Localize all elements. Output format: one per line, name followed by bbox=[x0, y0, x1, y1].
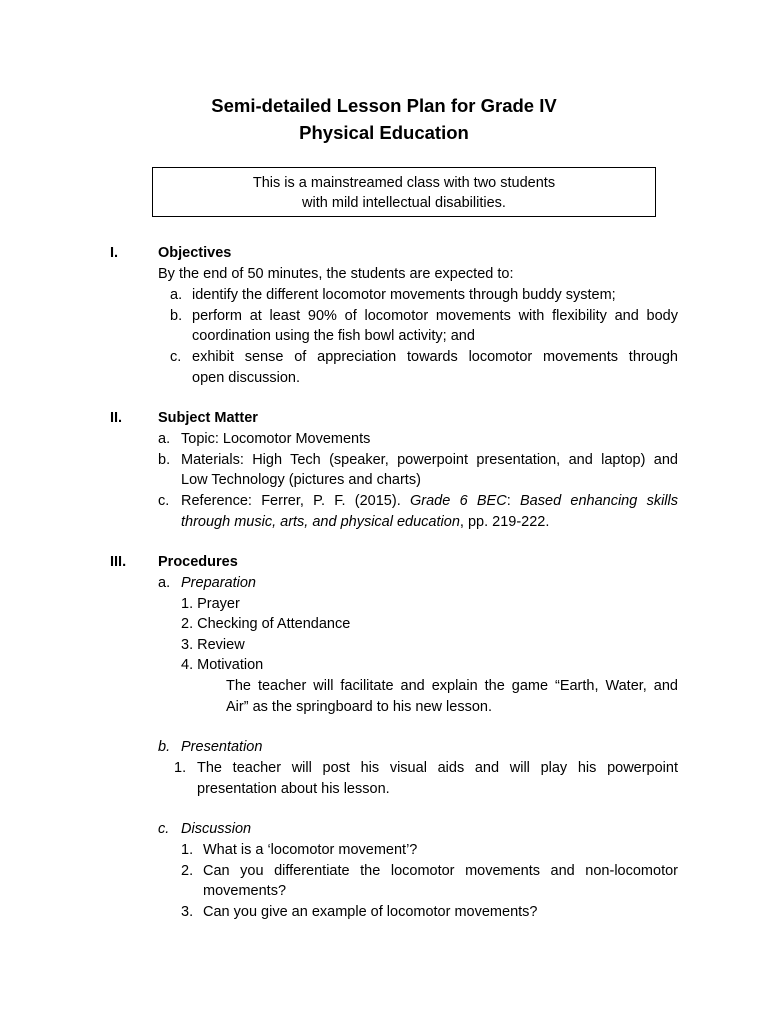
class-note-box bbox=[152, 167, 656, 217]
objective-b-line-1 bbox=[192, 306, 678, 326]
class-note-line-2: with mild intellectual disabilities. bbox=[302, 195, 506, 211]
discussion-q1: What is a ‘locomotor movement’? bbox=[203, 842, 418, 858]
discussion-q2-marker: 2. bbox=[181, 863, 194, 879]
reference-suffix: , pp. 219-222. bbox=[459, 514, 550, 530]
subject-a-marker: a. bbox=[158, 431, 171, 447]
preparation-step-1: 1. Prayer bbox=[181, 596, 240, 612]
subject-materials-line-1 bbox=[181, 450, 678, 470]
section-1-heading: Objectives bbox=[158, 245, 232, 261]
procedure-discussion-label: Discussion bbox=[181, 821, 252, 837]
discussion-q3: Can you give an example of locomotor movements? bbox=[203, 904, 538, 920]
reference-line-1-wrap bbox=[181, 491, 678, 511]
objective-c-line-2: open discussion. bbox=[192, 370, 301, 386]
subject-reference-line-1 bbox=[181, 491, 678, 511]
motivation-line-2: Air” as the springboard to his new lesson. bbox=[226, 699, 492, 715]
objective-b-marker: b. bbox=[170, 308, 183, 324]
subject-topic: Topic: Locomotor Movements bbox=[181, 431, 371, 447]
procedure-a-marker: a. bbox=[158, 575, 171, 591]
reference-book-title-c: through music, arts, and physical education bbox=[181, 514, 460, 530]
document-subtitle: Physical Education bbox=[299, 122, 469, 143]
objective-b-line-1-text: perform at least 90% of locomotor movements with flexibility and body bbox=[192, 308, 678, 324]
preparation-step-4: 4. Motivation bbox=[181, 657, 264, 673]
subject-c-marker: c. bbox=[158, 493, 170, 509]
objectives-intro: By the end of 50 minutes, the students are expected to: bbox=[158, 266, 514, 282]
presentation-line-1-text: The teacher will post his visual aids and will play his powerpoint bbox=[197, 760, 678, 776]
discussion-q3-marker: 3. bbox=[181, 904, 194, 920]
procedure-c-marker: c. bbox=[158, 821, 170, 837]
reference-book-title-b: Based enhancing skills bbox=[520, 493, 678, 509]
procedure-presentation-label: Presentation bbox=[181, 739, 263, 755]
motivation-line-1 bbox=[226, 676, 678, 696]
procedure-preparation-label: Preparation bbox=[181, 575, 256, 591]
discussion-q1-marker: 1. bbox=[181, 842, 194, 858]
objective-a-text: identify the different locomotor movements through buddy system; bbox=[192, 287, 616, 303]
section-1-numeral: I. bbox=[110, 245, 119, 261]
objective-c-line-1 bbox=[192, 347, 678, 367]
objective-b-line-2: coordination using the fish bowl activity; and bbox=[192, 328, 475, 344]
preparation-step-3: 3. Review bbox=[181, 637, 245, 653]
class-note-line-1: This is a mainstreamed class with two students bbox=[252, 175, 556, 191]
subject-materials-line-2: Low Technology (pictures and charts) bbox=[181, 472, 421, 488]
subject-reference-line-2 bbox=[181, 512, 549, 532]
reference-colon: : bbox=[506, 493, 511, 509]
objective-c-line-1-text: exhibit sense of appreciation towards locomotor movements through bbox=[192, 349, 678, 365]
section-2-heading: Subject Matter bbox=[158, 410, 258, 426]
section-2-numeral: II. bbox=[110, 410, 123, 426]
discussion-q2-line-1 bbox=[203, 861, 678, 881]
section-3-heading: Procedures bbox=[158, 554, 238, 570]
presentation-line-2: presentation about his lesson. bbox=[197, 781, 390, 797]
document-title: Semi-detailed Lesson Plan for Grade IV bbox=[211, 95, 557, 116]
presentation-line-1 bbox=[197, 758, 678, 778]
preparation-step-2: 2. Checking of Attendance bbox=[181, 616, 351, 632]
presentation-item-marker: 1. bbox=[174, 760, 187, 776]
subject-b-marker: b. bbox=[158, 452, 171, 468]
subject-materials-line-1-text: Materials: High Tech (speaker, powerpoint presentation, and laptop) and bbox=[181, 452, 678, 468]
section-3-numeral: III. bbox=[110, 554, 127, 570]
discussion-q2-line-1-text: Can you differentiate the locomotor movements and non-locomotor bbox=[203, 863, 678, 879]
reference-prefix: Reference: Ferrer, P. F. (2015). bbox=[181, 493, 401, 509]
reference-book-title-a: Grade 6 BEC bbox=[410, 493, 507, 509]
motivation-line-1-text: The teacher will facilitate and explain the game “Earth, Water, and bbox=[226, 678, 678, 694]
objective-c-marker: c. bbox=[170, 349, 182, 365]
objective-a-marker: a. bbox=[170, 287, 183, 303]
procedure-b-marker: b. bbox=[158, 739, 171, 755]
discussion-q2-line-2: movements? bbox=[203, 883, 287, 899]
